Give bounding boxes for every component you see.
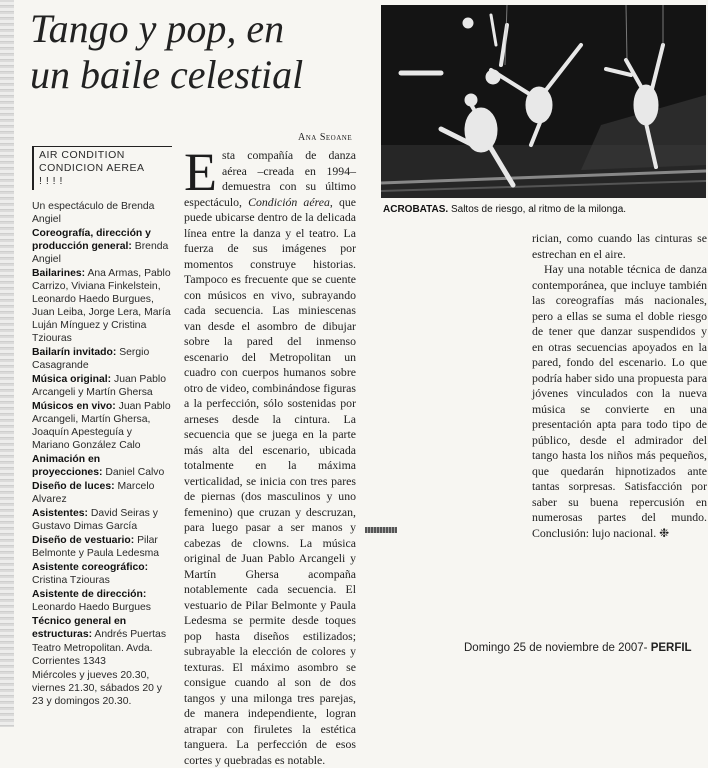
credit-value: David Seiras y Gustavo Dimas García <box>32 508 158 532</box>
credit-value: Andrés Puertas <box>94 629 167 640</box>
photo-caption <box>383 204 626 215</box>
credits-venue: Teatro Metropolitan. Avda. Corrientes 1343 <box>32 643 153 667</box>
page-footer <box>464 642 692 654</box>
article-paragraph: rician, como cuando las cinturas se estrechan en el aire. <box>532 231 707 261</box>
credit-value: Cristina Tziouras <box>32 575 110 586</box>
article-column-2 <box>532 231 707 541</box>
credit-label: Música original: <box>32 374 112 385</box>
byline: Ana Seoane <box>298 132 353 143</box>
headline <box>30 6 360 98</box>
credit-value: Leonardo Haedo Burgues <box>32 602 152 613</box>
headline-line2: un baile celestial <box>30 52 304 97</box>
acrobats-photo <box>381 5 706 198</box>
headline-line1: Tango y pop, en <box>30 6 285 51</box>
credit-entry <box>32 373 172 399</box>
article-body-2: Hay una notable técnica de danza contemporánea, que incluye también las coreografías más nacionales, pero a ellas se suma el doble riesgo de tener que danzar suspendidos y en otras secuencias apoyados en la pared, fondo del escenario. Lo que podría haber sido una propuesta para jóvenes vinculados con la nueva música se convierte en una presentación apta para todo tipo de público, desde el admirador del tango hasta los niños más pequeños, que quedarán hipnotizados ante tantas sorpresas. Satisfacción por saber su buena repercusión en numerosas partes del mundo. Conclusión: lujo nacional. <box>532 262 707 540</box>
credit-label: Bailarines: <box>32 268 86 279</box>
credit-value: Pilar Belmonte y Paula Ledesma <box>32 535 160 559</box>
credit-value: Ana Armas, Pablo Carrizo, Viviana Finkelstein, Leonardo Haedo Burgues, Juan Leiba, Jorge Lera, María Luján Mínguez y Cristina Tziouras <box>32 268 171 344</box>
credit-value: Daniel Calvo <box>105 467 165 478</box>
credit-label: Asistente coreográfico: <box>32 562 149 573</box>
credit-label: Técnico general en estructuras: <box>32 616 127 640</box>
credits-box-line3: ! ! ! ! <box>39 175 63 187</box>
credit-label: Asistentes: <box>32 508 89 519</box>
credit-entry <box>32 453 172 479</box>
credit-entry <box>32 400 172 452</box>
article-paragraph <box>532 262 707 541</box>
credit-entry <box>32 267 172 345</box>
end-mark-icon: ❉ <box>659 525 670 540</box>
article-column-1 <box>184 142 356 768</box>
credit-value: Marcelo Alvarez <box>32 481 155 505</box>
article-paragraph <box>184 142 356 768</box>
credits-sidebar <box>32 146 172 709</box>
credit-entry <box>32 480 172 506</box>
credit-label: Asistente de dirección: <box>32 589 147 600</box>
caption-label: ACROBATAS. <box>383 204 449 215</box>
credit-entry <box>32 507 172 533</box>
credits-schedule: Miércoles y jueves 20.30, viernes 21.30, sábados 20 y 23 y domingos 20.30. <box>32 670 162 707</box>
acrobats-image <box>381 5 706 198</box>
credit-entry <box>32 227 172 266</box>
scan-marker <box>365 527 397 533</box>
footer-date: Domingo 25 de noviembre de 2007- <box>464 642 648 654</box>
article-body: , que puede ubicarse dentro de la delicada línea entre la danza y el teatro. La fuerza de sus imágenes por momentos construye historias. Tampoco es frecuente que se cuente con músicos en vivo, subrayando cada secuencia. Las miniescenas van desde el asombro de dibujar sobre la pared del inmenso escenario del Metropolitan un cuadro con cuerpos humanos sobre otro de video, combinándose figuras a la perfección, sólo sostenidas por arneses desde la cintura. La secuencia que se juega en la parte más alta del escenario, ubicada totalmente en la máxima verticalidad, se inicia con tres pares de piernas (dos masculinos y uno femenino) que cruzan y descruzan, para luego pasar a ser manos y cabezas de clowns. La música original de Juan Pablo Arcangeli y Martín Ghersa acompaña notablemente cada secuencia. El vestuario de Pilar Belmonte y Paula Ledesma se permite desde toques pop hasta diseños estilizados; subrayable la elección de colores y texturas. El máximo asombro se consigue cuando al son de dos tangos y una milonga tres parejas, de manera independiente, logran atrapar con firuletes la estética tanguera. La perfección de esos cortes y quebradas es notable. <box>184 194 356 767</box>
credit-value: Juan Pablo Arcangeli, Martín Ghersa, Joaquín Apesteguía y Mariano González Calo <box>32 401 171 451</box>
credit-label: Músicos en vivo: <box>32 401 116 412</box>
footer-paper: PERFIL <box>650 642 692 654</box>
credits-title-box <box>32 146 172 190</box>
credits-entries <box>32 227 172 641</box>
dropcap: E <box>184 142 217 202</box>
credit-entry <box>32 561 172 587</box>
credit-value: Sergio Casagrande <box>32 347 150 371</box>
credit-entry <box>32 588 172 614</box>
credit-value: Brenda Angiel <box>32 241 169 265</box>
credits-box-line2: CONDICION AEREA <box>39 162 145 174</box>
credit-value: Juan Pablo Arcangeli y Martín Ghersa <box>32 374 166 398</box>
show-title: Condición aérea <box>248 194 330 209</box>
credits-intro: Un espectáculo de Brenda Angiel <box>32 201 155 225</box>
article-lead: sta compañía de danza aérea –creada en 1994– demuestra con su último espectáculo, <box>184 148 356 209</box>
credit-label: Coreografía, dirección y producción general: <box>32 228 151 252</box>
credit-entry <box>32 615 172 641</box>
credit-entry <box>32 346 172 372</box>
credit-label: Animación en proyecciones: <box>32 454 103 478</box>
scanned-edge <box>0 0 14 727</box>
credit-label: Bailarín invitado: <box>32 347 117 358</box>
caption-text: Saltos de riesgo, al ritmo de la milonga. <box>450 204 627 215</box>
credit-label: Diseño de luces: <box>32 481 115 492</box>
credits-box-line1: AIR CONDITION <box>39 149 125 161</box>
credit-label: Diseño de vestuario: <box>32 535 135 546</box>
credit-entry <box>32 534 172 560</box>
